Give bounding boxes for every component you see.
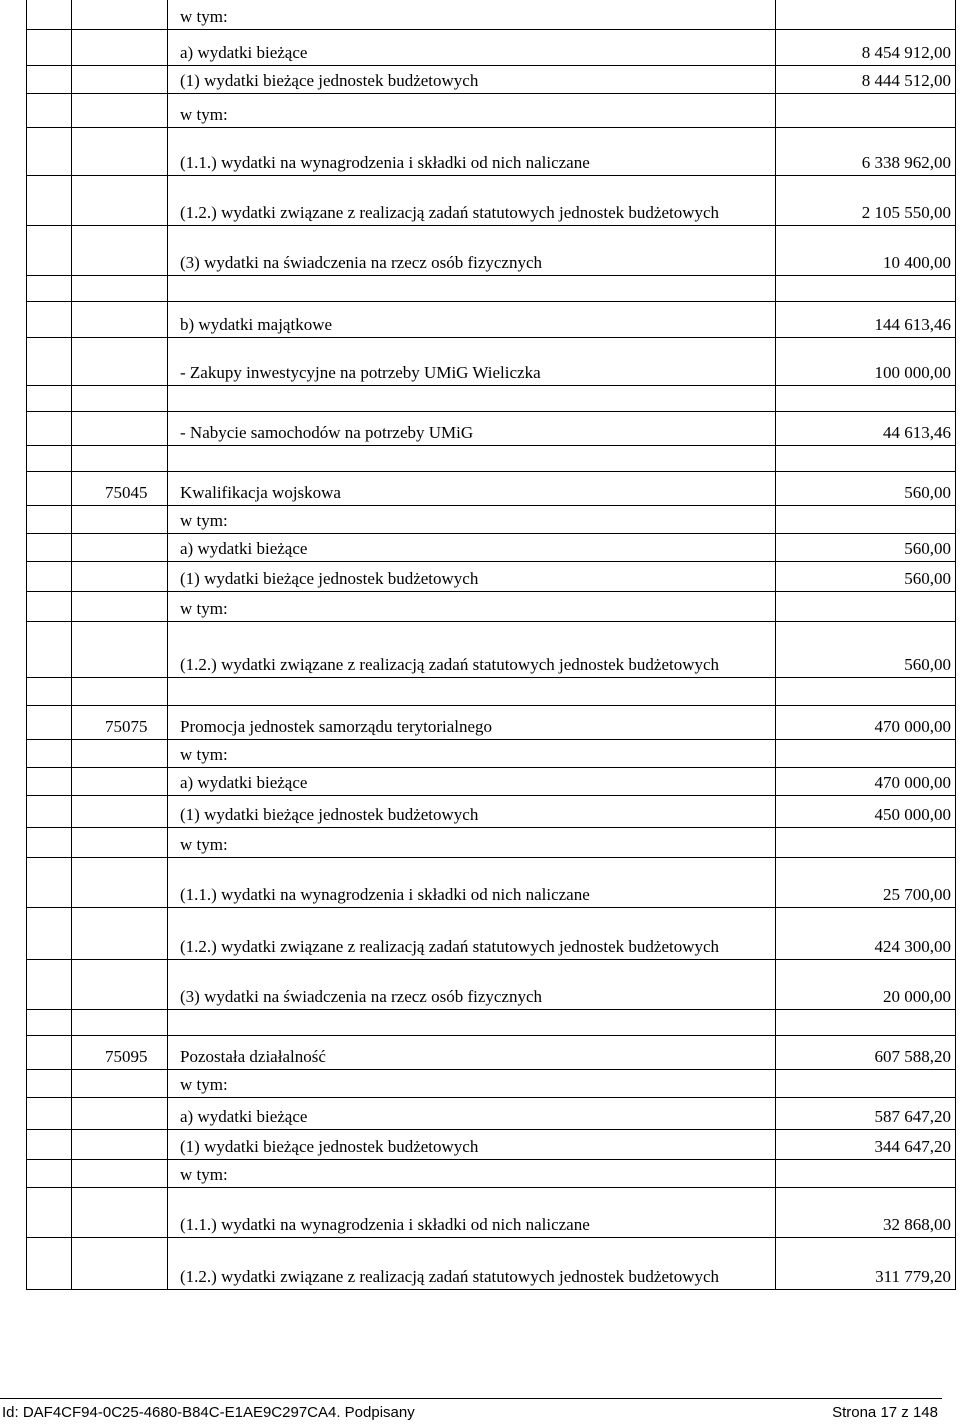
table-row <box>27 302 955 338</box>
table-row <box>27 768 955 796</box>
row-amount: 100 000,00 <box>874 363 951 382</box>
table-row <box>27 472 955 506</box>
section-code: 75095 <box>105 1047 148 1066</box>
row-amount: 424 300,00 <box>874 937 951 956</box>
table-row <box>27 128 955 176</box>
row-description: (1) wydatki bieżące jednostek budżetowych <box>180 569 479 588</box>
row-amount: 6 338 962,00 <box>861 153 951 172</box>
row-amount: 8 454 912,00 <box>861 43 951 62</box>
row-amount: 470 000,00 <box>874 717 951 736</box>
row-amount: 344 647,20 <box>874 1137 951 1156</box>
table-row <box>27 412 955 446</box>
table-row <box>27 678 955 706</box>
row-amount: 470 000,00 <box>874 773 951 792</box>
row-amount: 587 647,20 <box>874 1107 951 1126</box>
row-description: (1.2.) wydatki związane z realizacją zadań statutowych jednostek budżetowych <box>180 203 720 222</box>
row-description: (1.2.) wydatki związane z realizacją zadań statutowych jednostek budżetowych <box>180 937 720 956</box>
section-code: 75075 <box>105 717 148 736</box>
row-description: w tym: <box>180 835 228 854</box>
row-description: b) wydatki majątkowe <box>180 315 333 334</box>
row-description: a) wydatki bieżące <box>180 539 308 558</box>
table-row <box>27 858 955 908</box>
row-amount: 25 700,00 <box>883 885 951 904</box>
table-row <box>27 1070 955 1098</box>
table-row <box>27 1238 955 1290</box>
row-description: w tym: <box>180 511 228 530</box>
row-description: a) wydatki bieżące <box>180 1107 308 1126</box>
document-id: Id: DAF4CF94-0C25-4680-B84C-E1AE9C297CA4. Podpisany <box>2 1404 415 1421</box>
table-row <box>27 1036 955 1070</box>
table-row <box>27 908 955 960</box>
row-description: (1.2.) wydatki związane z realizacją zadań statutowych jednostek budżetowych <box>180 1267 720 1286</box>
row-amount: 32 868,00 <box>883 1215 951 1234</box>
table-row <box>27 828 955 858</box>
page-footer <box>0 1398 942 1423</box>
row-description: (3) wydatki na świadczenia na rzecz osób fizycznych <box>180 253 543 272</box>
row-amount: 20 000,00 <box>883 987 951 1006</box>
row-description: w tym: <box>180 1075 228 1094</box>
table-row <box>27 66 955 94</box>
row-description: - Nabycie samochodów na potrzeby UMiG <box>180 423 474 442</box>
table-row <box>27 226 955 276</box>
row-amount: 607 588,20 <box>874 1047 951 1066</box>
row-description: - Zakupy inwestycyjne na potrzeby UMiG Wieliczka <box>180 363 541 382</box>
row-amount: 560,00 <box>904 539 951 558</box>
row-description: w tym: <box>180 7 228 26</box>
row-description: Pozostała działalność <box>180 1047 326 1066</box>
table-row <box>27 1098 955 1130</box>
page-number: Strona 17 z 148 <box>832 1404 938 1421</box>
table-row <box>27 740 955 768</box>
row-description: (1) wydatki bieżące jednostek budżetowych <box>180 1137 479 1156</box>
budget-table <box>26 0 956 1290</box>
table-row <box>27 796 955 828</box>
table-row <box>27 1188 955 1238</box>
row-amount: 8 444 512,00 <box>861 71 951 90</box>
row-amount: 560,00 <box>904 655 951 674</box>
row-description: (1) wydatki bieżące jednostek budżetowych <box>180 805 479 824</box>
row-description: Promocja jednostek samorządu terytorialnego <box>180 717 493 736</box>
section-code: 75045 <box>105 483 148 502</box>
table-row <box>27 592 955 622</box>
row-amount: 450 000,00 <box>874 805 951 824</box>
row-amount: 44 613,46 <box>883 423 951 442</box>
table-row <box>27 622 955 678</box>
row-amount: 311 779,20 <box>875 1267 951 1286</box>
table-row <box>27 94 955 128</box>
table-row <box>27 0 955 30</box>
table-row <box>27 30 955 66</box>
table-row <box>27 506 955 534</box>
row-description: w tym: <box>180 105 228 124</box>
row-description: a) wydatki bieżące <box>180 43 308 62</box>
row-description: Kwalifikacja wojskowa <box>180 483 341 502</box>
table-row <box>27 1160 955 1188</box>
row-description: (1.2.) wydatki związane z realizacją zadań statutowych jednostek budżetowych <box>180 655 720 674</box>
table-row <box>27 338 955 386</box>
row-description: w tym: <box>180 599 228 618</box>
row-amount: 560,00 <box>904 569 951 588</box>
table-row <box>27 1010 955 1036</box>
row-description: (1.1.) wydatki na wynagrodzenia i składki od nich naliczane <box>180 153 590 172</box>
table-row <box>27 386 955 412</box>
table-row <box>27 562 955 592</box>
row-amount: 10 400,00 <box>883 253 951 272</box>
row-description: w tym: <box>180 745 228 764</box>
table-row <box>27 960 955 1010</box>
row-description: (1.1.) wydatki na wynagrodzenia i składki od nich naliczane <box>180 1215 590 1234</box>
row-amount: 144 613,46 <box>874 315 951 334</box>
row-description: a) wydatki bieżące <box>180 773 308 792</box>
table-row <box>27 176 955 226</box>
table-row <box>27 276 955 302</box>
row-description: (3) wydatki na świadczenia na rzecz osób fizycznych <box>180 987 543 1006</box>
row-description: w tym: <box>180 1165 228 1184</box>
table-row <box>27 534 955 562</box>
table-row <box>27 1130 955 1160</box>
row-description: (1) wydatki bieżące jednostek budżetowych <box>180 71 479 90</box>
table-row <box>27 446 955 472</box>
row-description: (1.1.) wydatki na wynagrodzenia i składki od nich naliczane <box>180 885 590 904</box>
table-row <box>27 706 955 740</box>
row-amount: 2 105 550,00 <box>861 203 951 222</box>
row-amount: 560,00 <box>904 483 951 502</box>
